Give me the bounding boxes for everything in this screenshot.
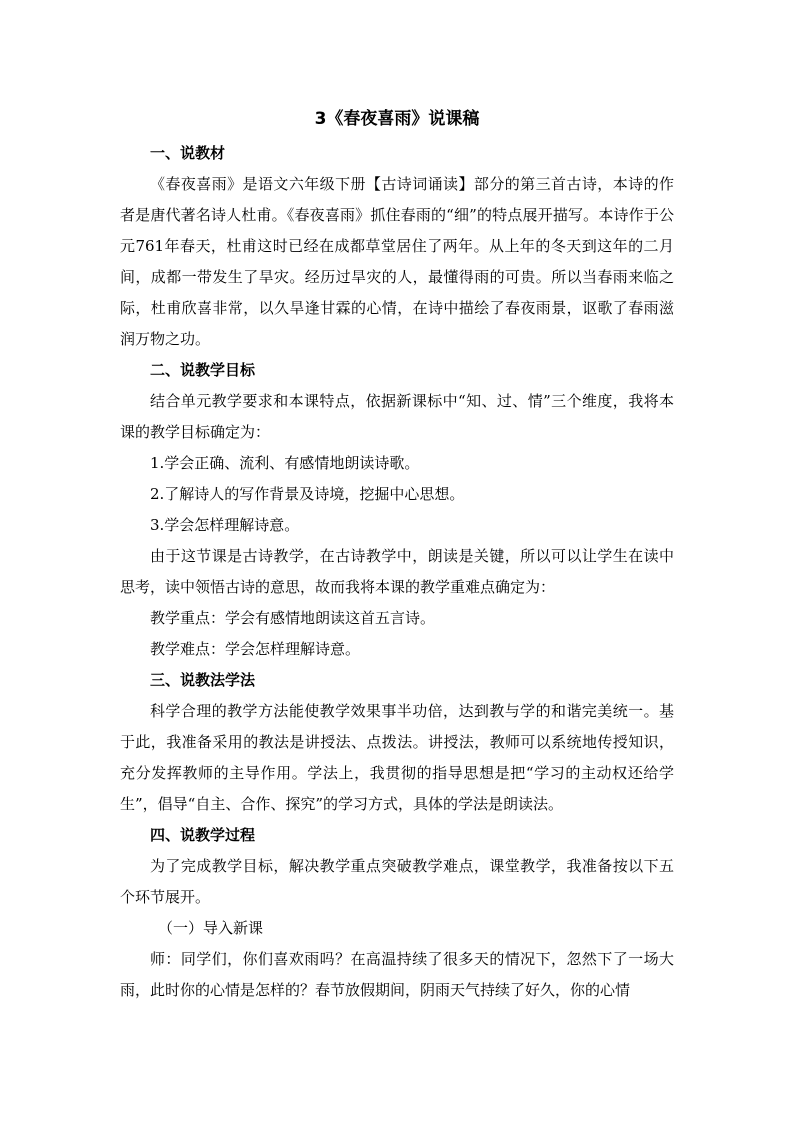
goal-item-2: 2.了解诗人的写作背景及诗境，挖掘中心思想。 xyxy=(150,485,465,503)
paragraph-goals-after: 由于这节课是古诗教学，在古诗教学中，朗读是关键，所以可以让学生在读中思考，读中领悟古诗的意思，故而我将本课的教学重难点确定为： xyxy=(120,547,674,596)
paragraph-teaching-material: 《春夜喜雨》是语文六年级下册【古诗词诵读】部分的第三首古诗，本诗的作者是唐代著名诗人杜甫。《春夜喜雨》抓住春雨的“细”的特点展开描写。本诗作于公元761年春天，杜甫这时已经在成都草堂居住了两年。从上年的冬天到这年的二月间，成都一带发生了旱灾。经历过旱灾的人，最懂得雨的可贵。所以当春雨来临之际，杜甫欣喜非常，以久旱逢甘霖的心情，在诗中描绘了春夜雨景，讴歌了春雨滋润万物之功。 xyxy=(120,175,674,348)
section-heading-teaching-process: 四、说教学过程 xyxy=(150,826,256,844)
section-heading-teaching-material: 一、说教材 xyxy=(150,144,226,162)
key-point: 教学重点：学会有感情地朗读这首五言诗。 xyxy=(150,609,436,627)
paragraph-goals-intro: 结合单元教学要求和本课特点，依据新课标中“知、过、情”三个维度，我将本课的教学目标确定为： xyxy=(120,392,674,441)
sub-heading-introduction: （一）导入新课 xyxy=(158,919,264,937)
paragraph-introduction-text: 师：同学们，你们喜欢雨吗？在高温持续了很多天的情况下，忽然下了一场大雨，此时你的心情是怎样的？春节放假期间，阴雨天气持续了好久，你的心情 xyxy=(120,950,674,999)
section-heading-teaching-methods: 三、说教法学法 xyxy=(150,671,256,689)
document-body xyxy=(120,104,674,1006)
difficult-point: 教学难点：学会怎样理解诗意。 xyxy=(150,640,361,658)
goal-item-3: 3.学会怎样理解诗意。 xyxy=(150,516,300,534)
page-title: 3《春夜喜雨》说课稿 xyxy=(314,109,480,129)
paragraph-process-intro: 为了完成教学目标，解决教学重点突破教学难点，课堂教学，我准备按以下五个环节展开。 xyxy=(120,857,674,906)
section-heading-teaching-goals: 二、说教学目标 xyxy=(150,361,256,379)
paragraph-teaching-methods: 科学合理的教学方法能使教学效果事半功倍，达到教与学的和谐完美统一。基于此，我准备采用的教法是讲授法、点拨法。讲授法，教师可以系统地传授知识，充分发挥教师的主导作用。学法上，我贯彻的指导思想是把“学习的主动权还给学生”，倡导“自主、合作、探究”的学习方式，具体的学法是朗读法。 xyxy=(120,702,674,813)
goal-item-1: 1.学会正确、流利、有感情地朗读诗歌。 xyxy=(150,454,420,472)
